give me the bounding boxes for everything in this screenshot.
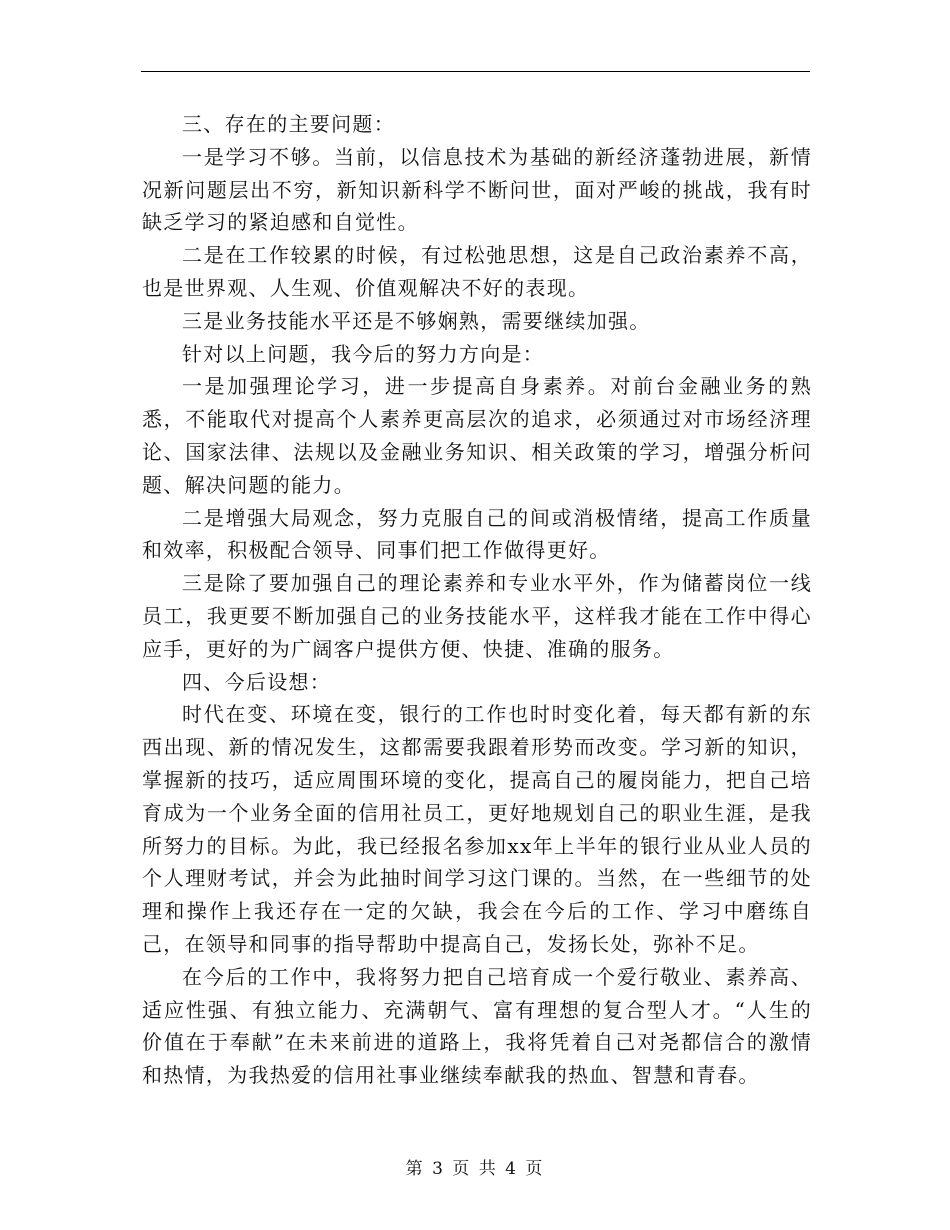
paragraph: 时代在变、环境在变，银行的工作也时时变化着，每天都有新的东西出现、新的情况发生，这都需要我跟着形势而改变。学习新的知识，掌握新的技巧，适应周围环境的变化，提高自己的履岗能力，把自己培育成为一个业务全面的信用社员工，更好地规划自己的职业生涯，是我所努力的目标。为此，我已经报名参加xx年上半年的银行业从业人员的个人理财考试，并会为此抽时间学习这门课的。当然，在一些细节的处理和操作上我还存在一定的欠缺，我会在今后的工作、学习中磨练自己，在领导和同事的指导帮助中提高自己，发扬长处，弥补不足。 (142, 702, 812, 956)
section-heading-plans: 四、今后设想： (182, 669, 332, 694)
document-body (142, 108, 812, 1092)
paragraph: 三是除了要加强自己的理论素养和专业水平外，作为储蓄岗位一线员工，我更要不断加强自己的业务技能水平，这样我才能在工作中得心应手，更好的为广阔客户提供方便、快捷、准确的服务。 (142, 571, 812, 661)
paragraph: 一是加强理论学习，进一步提高自身素养。对前台金融业务的熟悉，不能取代对提高个人素养更高层次的追求，必须通过对市场经济理论、国家法律、法规以及金融业务知识、相关政策的学习，增强分析问题、解决问题的能力。 (142, 374, 812, 497)
paragraph: 在今后的工作中，我将努力把自己培育成一个爱行敬业、素养高、适应性强、有独立能力、充满朝气、富有理想的复合型人才。“人生的价值在于奉献”在未来前进的道路上，我将凭着自己对尧都信合的激情和热情，为我热爱的信用社事业继续奉献我的热血、智慧和青春。 (142, 964, 812, 1088)
paragraph: 二是增强大局观念，努力克服自己的间或消极情绪，提高工作质量和效率，积极配合领导、同事们把工作做得更好。 (142, 505, 812, 563)
section-heading-problems: 三、存在的主要问题： (182, 112, 395, 136)
paragraph: 一是学习不够。当前，以信息技术为基础的新经济蓬勃进展，新情况新问题层出不穷，新知识新科学不断问世，面对严峻的挑战，我有时缺乏学习的紧迫感和自觉性。 (142, 144, 812, 235)
paragraph: 针对以上问题，我今后的努力方向是： (182, 341, 545, 366)
paragraph: 二是在工作较累的时候，有过松弛思想，这是自己政治素养不高，也是世界观、人生观、价值观解决不好的表现。 (142, 243, 812, 300)
paragraph: 三是业务技能水平还是不够娴熟，需要继续加强。 (182, 308, 651, 333)
page-number-footer: 第 3 页 共 4 页 (405, 1159, 545, 1179)
header-rule (141, 71, 810, 72)
